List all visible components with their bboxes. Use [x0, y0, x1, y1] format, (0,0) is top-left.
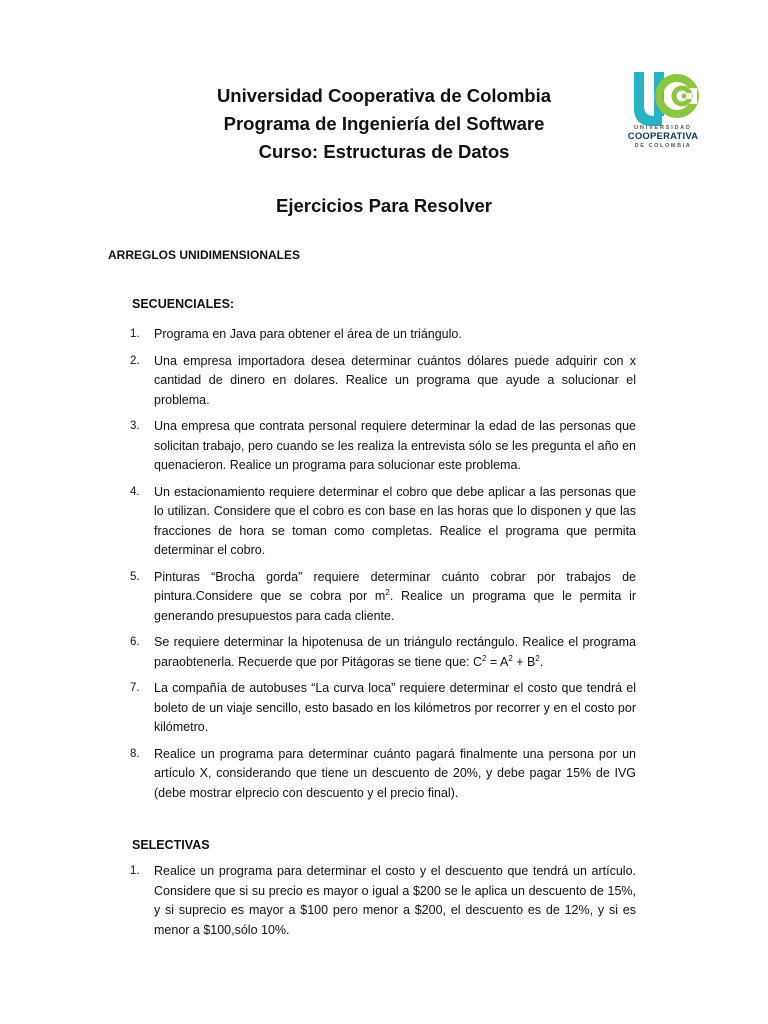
- course-name: Curso: Estructuras de Datos: [258, 141, 510, 162]
- selectivas-list: [130, 862, 636, 947]
- logo-bottom-text: DE COLOMBIA: [634, 143, 692, 149]
- list-item: 1. Realice un programa para determinar el costo y el descuento que tendrá un artículo. Considere que si su precio es mayor o igual a $200 se le aplica un descuento de 15%, y si suprecio es mayor a $100 pero menor a $200, el descuento es de 12%, y si es menor a $100,sólo 10%.: [130, 864, 636, 937]
- logo-middle-text: COOPERATIVA: [627, 131, 699, 142]
- list-item: 7. La compañía de autobuses “La curva loca” requiere determinar el costo que tendrá el boleto de un viaje sencillo, esto basado en los kilómetros por recorrer y en el costo por kilómetro.: [130, 681, 636, 734]
- program-name: Programa de Ingeniería del Software: [223, 113, 545, 134]
- secuenciales-list: [130, 325, 636, 810]
- list-item: 4. Un estacionamiento requiere determinar el cobro que debe aplicar a las personas que lo utilizan. Considere que el cobro es con base en las horas que lo disponen y que las fracciones de hora se toman como completas. Realice el programa que permita determinar el cobro.: [130, 484, 636, 557]
- list-item: 5. Pinturas “Brocha gorda” requiere determinar cuánto cobrar por trabajos de pintura.Considere que se cobra por $m^2$. Realice un programa que le permita ir generando presupuestos para cada cliente.: [130, 569, 637, 623]
- university-name: Universidad Cooperativa de Colombia: [216, 85, 552, 106]
- list-item: 2. Una empresa importadora desea determinar cuántos dólares puede adquirir con x cantidad de dinero en dolares. Realice un programa que ayude a solucionar el problema.: [130, 353, 636, 407]
- selectivas-heading: SELECTIVAS: [132, 838, 210, 852]
- section-title: ARREGLOS UNIDIMENSIONALES: [108, 248, 301, 262]
- document-subtitle: Ejercicios Para Resolver: [276, 195, 492, 216]
- list-item: 3. Una empresa que contrata personal requiere determinar la edad de las personas que solicitan trabajo, pero cuando se les realiza la entrevista sólo se les pregunta el año en quenacieron. Realice un programa para solucionar este problema.: [130, 419, 636, 472]
- logo-wordmark: [620, 124, 706, 150]
- list-item: 1. Programa en Java para obtener el área de un triángulo.: [130, 327, 462, 341]
- list-item: 6. Se requiere determinar la hipotenusa de un triángulo rectángulo. Realice el programa paraobtenerla. Recuerde que por Pitágoras se tiene que: $C^2 = A^2 + B^2$.: [130, 635, 636, 669]
- list-item: 8. Realice un programa para determinar cuánto pagará finalmente una persona por un artículo X, considerando que tiene un descuento de 20%, y debe pagar 15% de IVG (debe mostrar elprecio con descuento y el precio final).: [130, 746, 636, 800]
- secuenciales-heading: SECUENCIALES:: [132, 297, 235, 311]
- logo-top-text: UNIVERSIDAD: [634, 125, 692, 131]
- document-header: [180, 82, 588, 166]
